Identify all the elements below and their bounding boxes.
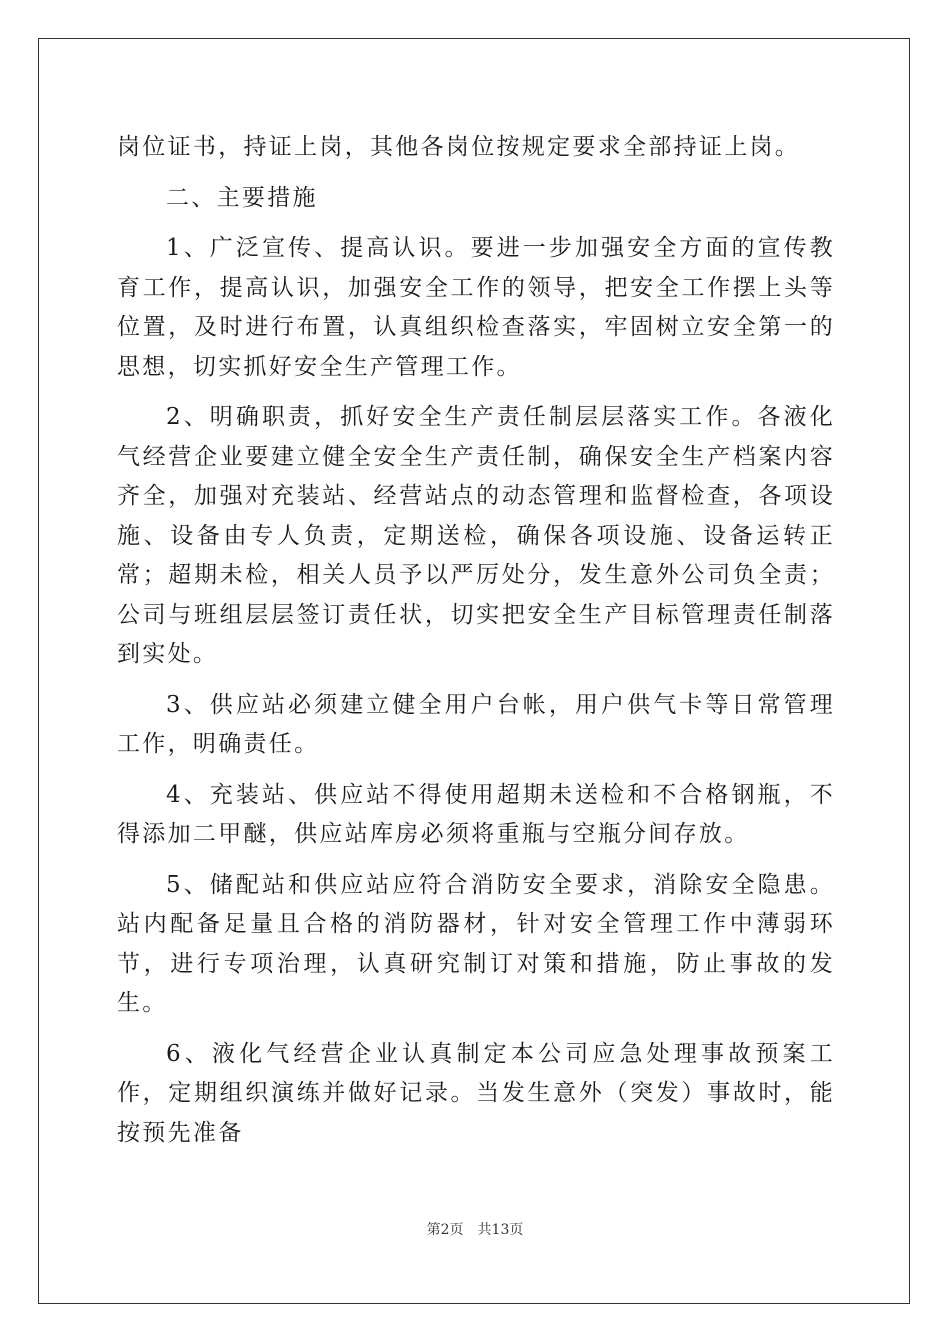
paragraph-item-1: 1、广泛宣传、提高认识。要进一步加强安全方面的宣传教育工作，提高认识，加强安全工作的领导，把安全工作摆上头等位置，及时进行布置，认真组织检查落实，牢固树立安全第一的思想，切实抓好安全生产管理工作。 [117,235,835,380]
paragraph-item-6: 6、液化气经营企业认真制定本公司应急处理事故预案工作，定期组织演练并做好记录。当发生意外（突发）事故时，能按预先准备 [117,1040,835,1146]
page-number: 第2页 [426,1222,464,1238]
paragraph-item-5: 5、储配站和供应站应符合消防安全要求，消除安全隐患。站内配备足量且合格的消防器材，针对安全管理工作中薄弱环节，进行专项治理，认真研究制订对策和措施，防止事故的发生。 [117,871,835,1016]
paragraph-item-3: 3、供应站必须建立健全用户台帐，用户供气卡等日常管理工作，明确责任。 [117,691,835,757]
paragraph-item-4: 4、充装站、供应站不得使用超期未送检和不合格钢瓶，不得添加二甲醚，供应站库房必须将重瓶与空瓶分间存放。 [117,781,835,847]
paragraph-item-2: 2、明确职责，抓好安全生产责任制层层落实工作。各液化气经营企业要建立健全安全生产责任制，确保安全生产档案内容齐全，加强对充装站、经营站点的动态管理和监督检查，各项设施、设备由专人负责，定期送检，确保各项设施、设备运转正常；超期未检，相关人员予以严厉处分，发生意外公司负全责；公司与班组层层签订责任状，切实把安全生产目标管理责任制落到实处。 [117,404,835,667]
page-footer [0,1219,950,1239]
paragraph-continuation: 岗位证书，持证上岗，其他各岗位按规定要求全部持证上岗。 [117,134,801,160]
document-body [117,128,835,1153]
page-total: 共13页 [477,1222,524,1238]
section-heading: 二、主要措施 [166,184,318,211]
